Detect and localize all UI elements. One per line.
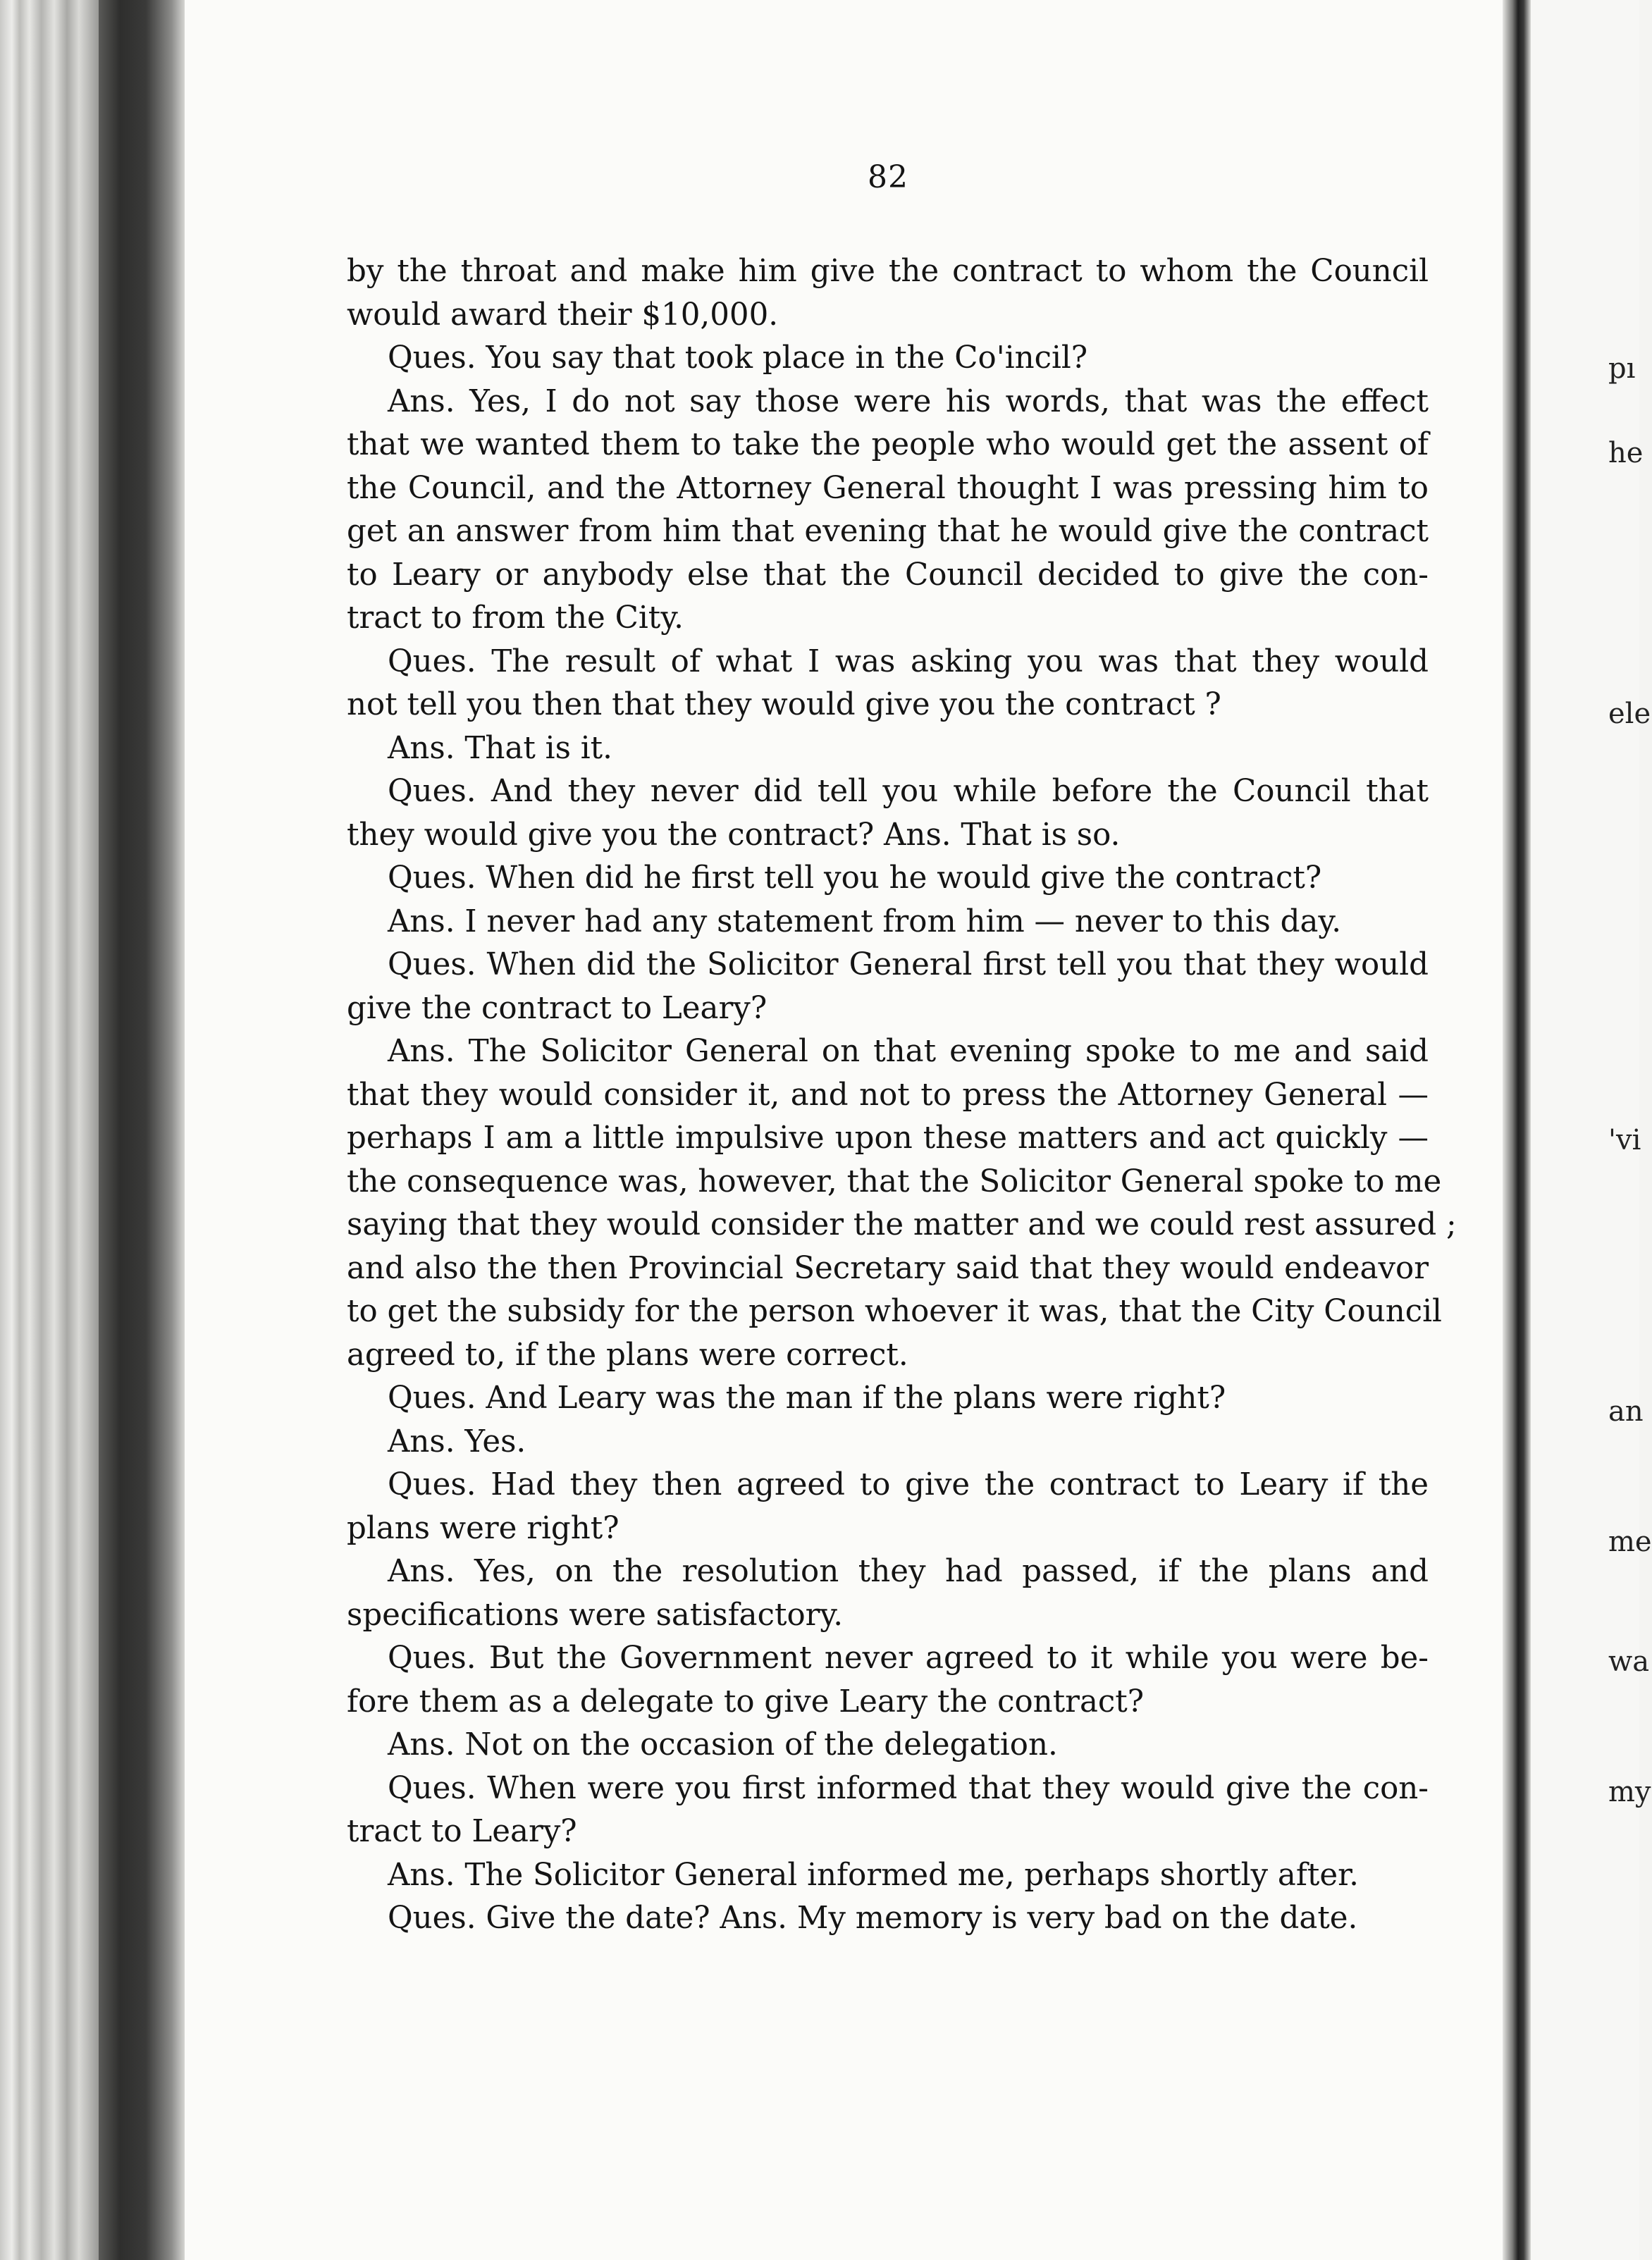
text-line: specifications were satisfactory. bbox=[347, 1597, 844, 1633]
text-line: Ques. You say that took place in the Co'incil? bbox=[388, 340, 1088, 376]
text-line: Ques. Had they then agreed to give the contract to Leary if the bbox=[388, 1467, 1429, 1502]
gutter-shadow bbox=[1503, 0, 1531, 2260]
next-page-fragment: he bbox=[1608, 437, 1644, 469]
text-line: agreed to, if the plans were correct. bbox=[347, 1337, 908, 1373]
text-line: Ques. Give the date? Ans. My memory is very bad on the date. bbox=[388, 1901, 1358, 1936]
text-line: that we wanted them to take the people who would get the assent of bbox=[347, 427, 1429, 462]
text-line: to Leary or anybody else that the Council decided to give the con- bbox=[347, 557, 1429, 593]
text-line: get an answer from him that evening that he would give the contract bbox=[347, 514, 1429, 549]
text-line: by the throat and make him give the contract to whom the Council bbox=[347, 254, 1429, 289]
next-page-partial bbox=[1531, 0, 1652, 2260]
text-line: tract to Leary? bbox=[347, 1814, 577, 1849]
text-line: Ans. Yes, on the resolution they had passed, if the plans and bbox=[388, 1554, 1429, 1589]
text-line: tract to from the City. bbox=[347, 600, 684, 636]
text-line: Ques. And Leary was the man if the plans were right? bbox=[388, 1381, 1226, 1416]
next-page-fragment: an bbox=[1608, 1395, 1644, 1428]
next-page-fragment: my bbox=[1608, 1776, 1651, 1808]
next-page-fragment: me bbox=[1608, 1526, 1652, 1558]
text-line: plans were right? bbox=[347, 1510, 620, 1546]
text-line: Ques. When did the Solicitor General first tell you that they would bbox=[388, 947, 1429, 982]
text-line: the Council, and the Attorney General thought I was pressing him to bbox=[347, 470, 1429, 506]
text-line: the consequence was, however, that the Solicitor General spoke to me bbox=[347, 1163, 1442, 1199]
page-body-text bbox=[347, 250, 1457, 1941]
text-line: Ans. The Solicitor General informed me, perhaps shortly after. bbox=[388, 1857, 1359, 1893]
text-line: Ques. But the Government never agreed to it while you were be- bbox=[388, 1641, 1429, 1676]
text-line: Ans. That is it. bbox=[388, 730, 612, 766]
text-line: Ans. I never had any statement from him — never to this day. bbox=[388, 903, 1342, 939]
text-line: saying that they would consider the matter and we could rest assured ; bbox=[347, 1207, 1457, 1242]
page-stack-edge bbox=[0, 0, 99, 2260]
text-line: Ans. Yes. bbox=[388, 1424, 526, 1459]
text-line: fore them as a delegate to give Leary the contract? bbox=[347, 1684, 1145, 1719]
next-page-fragment: pı bbox=[1608, 352, 1636, 385]
spine-shadow bbox=[99, 0, 185, 2260]
next-page-fragment: wa bbox=[1608, 1645, 1650, 1678]
text-line: Ques. When were you first informed that they would give the con- bbox=[388, 1770, 1429, 1806]
text-line: would award their $10,000. bbox=[347, 297, 779, 333]
text-line: not tell you then that they would give you the contract ? bbox=[347, 687, 1221, 722]
text-line: Ans. Not on the occasion of the delegation. bbox=[388, 1727, 1058, 1762]
text-line: give the contract to Leary? bbox=[347, 990, 768, 1026]
text-line: to get the subsidy for the person whoever it was, that the City Council bbox=[347, 1294, 1442, 1329]
text-line: and also the then Provincial Secretary said that they would endeavor bbox=[347, 1250, 1429, 1286]
text-line: perhaps I am a little impulsive upon these matters and act quickly — bbox=[347, 1120, 1429, 1156]
next-page-fragment: 'vi bbox=[1608, 1124, 1641, 1156]
text-line: Ques. When did he first tell you he would give the contract? bbox=[388, 860, 1322, 896]
next-page-fragment: ele bbox=[1608, 698, 1651, 730]
text-line: Ans. The Solicitor General on that evening spoke to me and said bbox=[388, 1034, 1429, 1069]
text-line: Ques. The result of what I was asking you was that they would bbox=[388, 643, 1429, 679]
text-line: Ques. And they never did tell you while before the Council that bbox=[388, 774, 1429, 809]
text-line: they would give you the contract? Ans. That is so. bbox=[347, 817, 1121, 853]
text-line: Ans. Yes, I do not say those were his words, that was the effect bbox=[388, 383, 1429, 419]
text-line: that they would consider it, and not to press the Attorney General — bbox=[347, 1077, 1429, 1113]
page-number: 82 bbox=[868, 159, 908, 195]
